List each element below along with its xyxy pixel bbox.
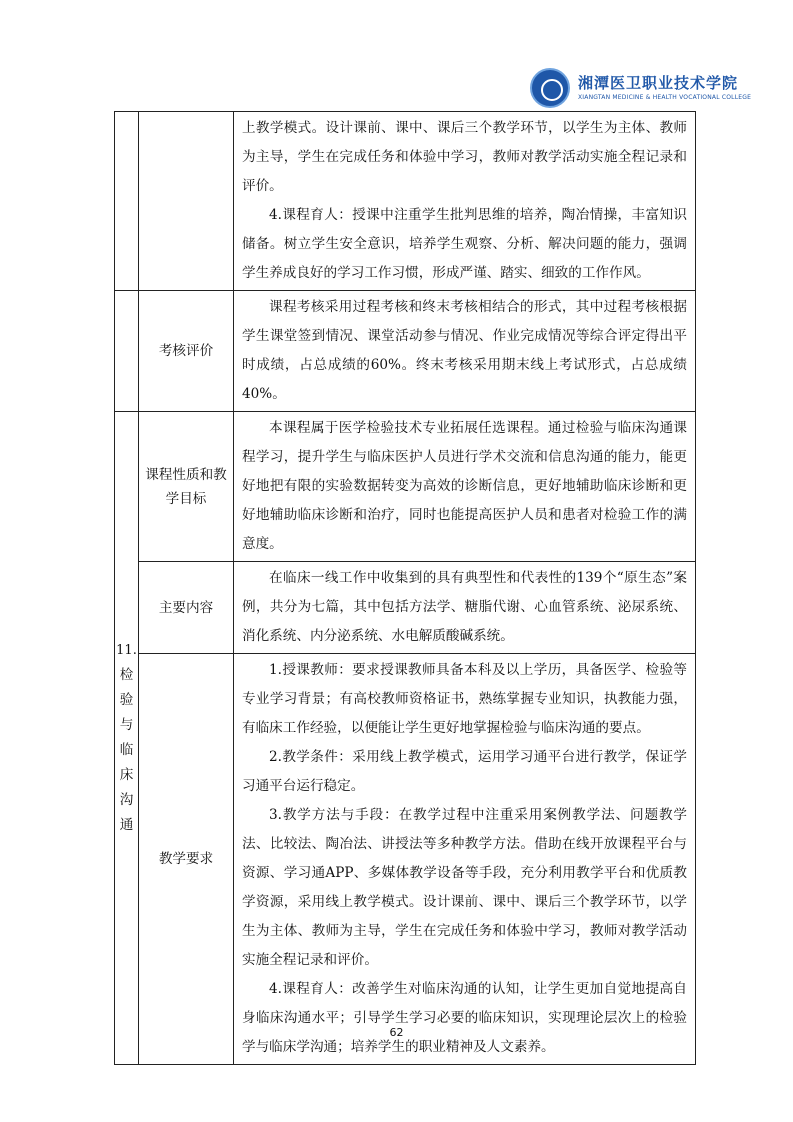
row-label: 课程性质和教学目标	[139, 412, 234, 562]
course-name-char: 沟	[119, 792, 134, 808]
empty-cell	[115, 291, 139, 412]
row-label: 考核评价	[139, 291, 234, 412]
empty-cell	[139, 112, 234, 291]
college-logo	[530, 68, 752, 110]
course-name-char: 检	[119, 667, 134, 683]
empty-cell	[115, 112, 139, 291]
row-label: 教学要求	[139, 654, 234, 1065]
paragraph: 2.教学条件：采用线上教学模式，运用学习通平台进行教学，保证学习通平台运行稳定。	[242, 749, 687, 794]
course-name-char: 床	[119, 767, 134, 783]
paragraph: 本课程属于医学检验技术专业拓展任选课程。通过检验与临床沟通课程学习，提升学生与临床医护人员进行学术交流和信息沟通的能力，能更好地把有限的实验数据转变为高效的诊断信息，更好地辅助临床诊断和更好地辅助临床诊断和治疗，同时也能提高医护人员和患者对检验工作的满意度。	[242, 420, 687, 552]
nature-objectives-cell	[234, 412, 696, 562]
logo-chinese-name: 湘潭医卫职业技术学院	[578, 74, 739, 92]
course-name-cell	[115, 412, 139, 1065]
paragraph: 4.课程育人：授课中注重学生批判思维的培养，陶冶情操，丰富知识储备。树立学生安全意识，培养学生观察、分析、解决问题的能力，强调学生养成良好的学习工作习惯，形成严谨、踏实、细致的工作作风。	[242, 207, 687, 281]
table-row	[115, 654, 696, 1065]
paragraph: 在临床一线工作中收集到的具有典型性和代表性的139个“原生态”案例，共分为七篇，其中包括方法学、糖脂代谢、心血管系统、泌尿系统、消化系统、内分泌系统、水电解质酸碱系统。	[242, 570, 687, 644]
college-emblem-icon	[530, 68, 570, 108]
page-number: 62	[389, 1026, 404, 1039]
table-row	[115, 291, 696, 412]
table-row	[115, 562, 696, 654]
evaluation-cell	[234, 291, 696, 412]
row-label: 主要内容	[139, 562, 234, 654]
paragraph: 4.课程育人：改善学生对临床沟通的认知，让学生更加自觉地提高自身临床沟通水平；引导学生学习必要的临床知识，实现理论层次上的检验学与临床学沟通；培养学生的职业精神及人文素养。	[242, 981, 687, 1055]
course-table	[114, 111, 696, 1065]
logo-english-name: XIANGTAN MEDICINE & HEALTH VOCATIONAL COLLEGE	[578, 94, 752, 101]
main-content-cell	[234, 562, 696, 654]
course-name-char: 验	[119, 692, 134, 708]
paragraph: 3.教学方法与手段：在教学过程中注重采用案例教学法、问题教学法、比较法、陶冶法、讲授法等多种教学方法。借助在线开放课程平台与资源、学习通APP、多媒体教学设备等手段，充分利用教学平台和优质教学资源，采用线上教学模式。设计课前、课中、课后三个教学环节，以学生为主体、教师为主导，学生在完成任务和体验中学习，教师对教学活动实施全程记录和评价。	[242, 807, 687, 968]
course-name-char: 与	[119, 717, 134, 733]
course-name-char: 临	[119, 742, 134, 758]
table-row	[115, 112, 696, 291]
course-name-char: 通	[119, 817, 134, 833]
paragraph: 1.授课教师：要求授课教师具备本科及以上学历，具备医学、检验等专业学习背景；有高校教师资格证书，熟练掌握专业知识，执教能力强，有临床工作经验，以便能让学生更好地掌握检验与临床沟通的要点。	[242, 662, 687, 736]
teaching-requirements-cell	[234, 654, 696, 1065]
paragraph: 上教学模式。设计课前、课中、课后三个教学环节，以学生为主体、教师为主导，学生在完成任务和体验中学习，教师对教学活动实施全程记录和评价。	[242, 120, 687, 194]
prev-teaching-requirements-cell	[234, 112, 696, 291]
course-number: 11.	[116, 643, 137, 658]
paragraph: 课程考核采用过程考核和终末考核相结合的形式，其中过程考核根据学生课堂签到情况、课堂活动参与情况、作业完成情况等综合评定得出平时成绩，占总成绩的60%。终末考核采用期末线上考试形式，占总成绩40%。	[242, 299, 687, 402]
table-row	[115, 412, 696, 562]
